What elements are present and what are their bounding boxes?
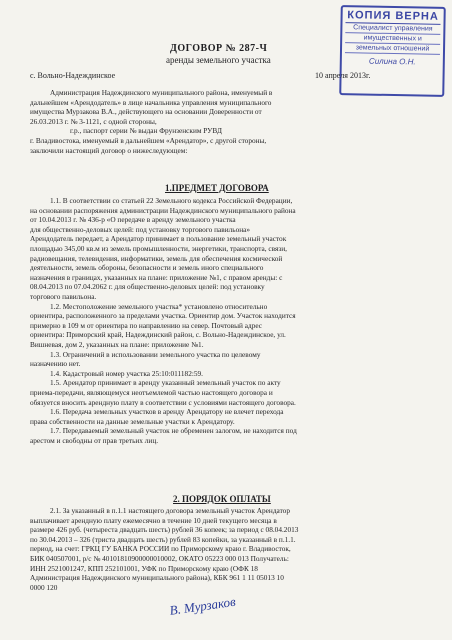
preamble-line: г.р., паспорт серии № выдан Фрунзенским РУВД bbox=[70, 126, 222, 136]
section-2-line: по 30.04.2013 – 326 (триста двадцать шесть) рублей 83 копейки, за указанный в п.1.1. bbox=[30, 534, 296, 544]
preamble-line: имущества Мурзакова В.А., действующего на основании Доверенности от bbox=[30, 107, 262, 117]
document-title: ДОГОВОР № 287-Ч bbox=[170, 43, 268, 54]
section-1-line: 1.1. В соответствии со статьей 22 Земельного кодекса Российской Федерации, bbox=[50, 196, 293, 205]
stamp-line-3: земельных отношений bbox=[345, 43, 440, 55]
section-1-line: права собственности на данные земельные участки к Арендатору. bbox=[30, 416, 235, 426]
preamble-line: г. Владивостока, именуемый в дальнейшем «Арендатор», с другой стороны, bbox=[30, 136, 267, 145]
section-2-line: выплачивает арендную плату ежемесячно в течение 10 дней текущего месяца в bbox=[30, 515, 277, 525]
section-2-line: Администрация Надеждинского муниципального района), КБК 961 1 11 05013 10 bbox=[30, 573, 284, 583]
section-1-line: обязуется вносить арендную плату в соответствии с условиями настоящего договора. bbox=[30, 397, 296, 407]
section-1-line: назначению нет. bbox=[30, 359, 81, 369]
section-1-line: 1.2. Местоположение земельного участка* установлено относительно bbox=[50, 301, 268, 311]
preamble-line: дальнейшем «Арендодатель» в лице начальника управления муниципального bbox=[30, 97, 272, 107]
document-subtitle: аренды земельного участка bbox=[166, 55, 271, 65]
contract-date: 10 апреля 2013г. bbox=[315, 71, 371, 80]
section-2-line: размере 426 руб. (четыреста двадцать шесть) рублей 36 копеек; за период с 08.04.2013 bbox=[30, 525, 299, 535]
section-2-line: период, на счет: ГРКЦ ГУ БАНКА РОССИИ по Приморскому краю г. Владивосток, bbox=[30, 544, 291, 554]
section-1-line: торгового павильона. bbox=[30, 292, 97, 301]
section-1-line: радиовещания, телевидения, информатики, земель для обеспечения космической bbox=[30, 253, 283, 263]
section-1-line: арестом и свободны от прав третьих лиц. bbox=[30, 436, 159, 445]
section-1-line: для общественно-деловых целей: под установку торгового павильона» bbox=[30, 224, 251, 234]
stamp-line-2: имущественных и bbox=[345, 33, 440, 45]
section-1-line: примерно в 109 м от ориентира по направлению на север. Почтовый адрес bbox=[30, 320, 263, 330]
section-1-heading: 1.ПРЕДМЕТ ДОГОВОРА bbox=[165, 183, 269, 193]
preamble-line: Администрация Надеждинского муниципального района, именуемый в bbox=[50, 88, 273, 97]
stamp-signature: Силина О.Н. bbox=[368, 56, 416, 67]
section-1-line: 1.4. Кадастровый номер участка 25:10:011182:59. bbox=[50, 368, 203, 378]
section-1-line: 1.5. Арендатор принимает в аренду указанный земельный участок по акту bbox=[50, 378, 281, 388]
contract-place: с. Вольно-Надеждинское bbox=[30, 71, 116, 80]
section-1-line: на основании распоряжения администрации Надеждинского муниципального района bbox=[30, 205, 296, 215]
section-1-line: 1.3. Ограничений в использовании земельного участка по целевому bbox=[50, 349, 261, 359]
section-1-line: назначения в границах, указанных на плане: приложение №1, с правом аренды: с bbox=[30, 272, 283, 282]
section-1-line: ориентира: Приморский край, Надеждинский район, с. Вольно-Надеждинское, ул. bbox=[30, 330, 286, 340]
preamble-line: 26.03.2013 г. № 3-1121, с одной стороны, bbox=[30, 116, 157, 126]
section-1-line: от 10.04.2013 г. № 436-р «О передаче в аренду земельного участка bbox=[30, 215, 236, 225]
section-2-line: 0000 120 bbox=[30, 582, 58, 592]
section-2-line: БИК 040507001, р/с № 40101810900000010002, ОКАТО 05223 000 013 Получатель: bbox=[30, 554, 289, 563]
preamble-line: заключили настоящий договор о нижеследующем: bbox=[30, 145, 188, 155]
section-1-line: Вишневая, дом 2, указанных на плане: приложение №1. bbox=[30, 340, 204, 349]
section-1-line: ориентира, расположенного за пределами участка. Ориентир дом. Участок находится bbox=[30, 311, 296, 321]
section-1-line: 1.6. Передача земельных участков в аренду Арендатору не влечет перехода bbox=[50, 407, 284, 417]
section-2-line: ИНН 2521001247, КПП 252101001, УФК по Приморскому краю (ОФК 18 bbox=[30, 563, 258, 573]
section-1-line: 08.04.2013 по 07.04.2062 г. для общественно-деловых целей: под установку bbox=[30, 282, 265, 292]
section-1-line: 1.7. Передаваемый земельный участок не обременен залогом, не находится под bbox=[50, 426, 297, 436]
section-1-line: приема-передачи, являющемуся неотъемлемой частью настоящего договора и bbox=[30, 388, 273, 397]
section-2-line: 2.1. За указанный в п.1.1 настоящего договора земельный участок Арендатор bbox=[50, 506, 290, 515]
handwritten-signature: В. Мурзаков bbox=[168, 593, 237, 618]
section-1-line: Арендодатель передает, а Арендатор принимает в пользование земельный участок bbox=[30, 234, 287, 244]
stamp-line-1: Специалист управления bbox=[345, 23, 440, 35]
stamp-heading: КОПИЯ ВЕРНА bbox=[345, 9, 440, 25]
section-1-line: деятельности, земель обороны, безопасности и земель иного специального bbox=[30, 263, 264, 273]
section-1-line: площадью 345,00 кв.м из земель промышленности, энергетики, транспорта, связи, bbox=[30, 244, 287, 253]
certified-copy-stamp bbox=[339, 5, 446, 97]
section-2-heading: 2. ПОРЯДОК ОПЛАТЫ bbox=[173, 494, 271, 504]
